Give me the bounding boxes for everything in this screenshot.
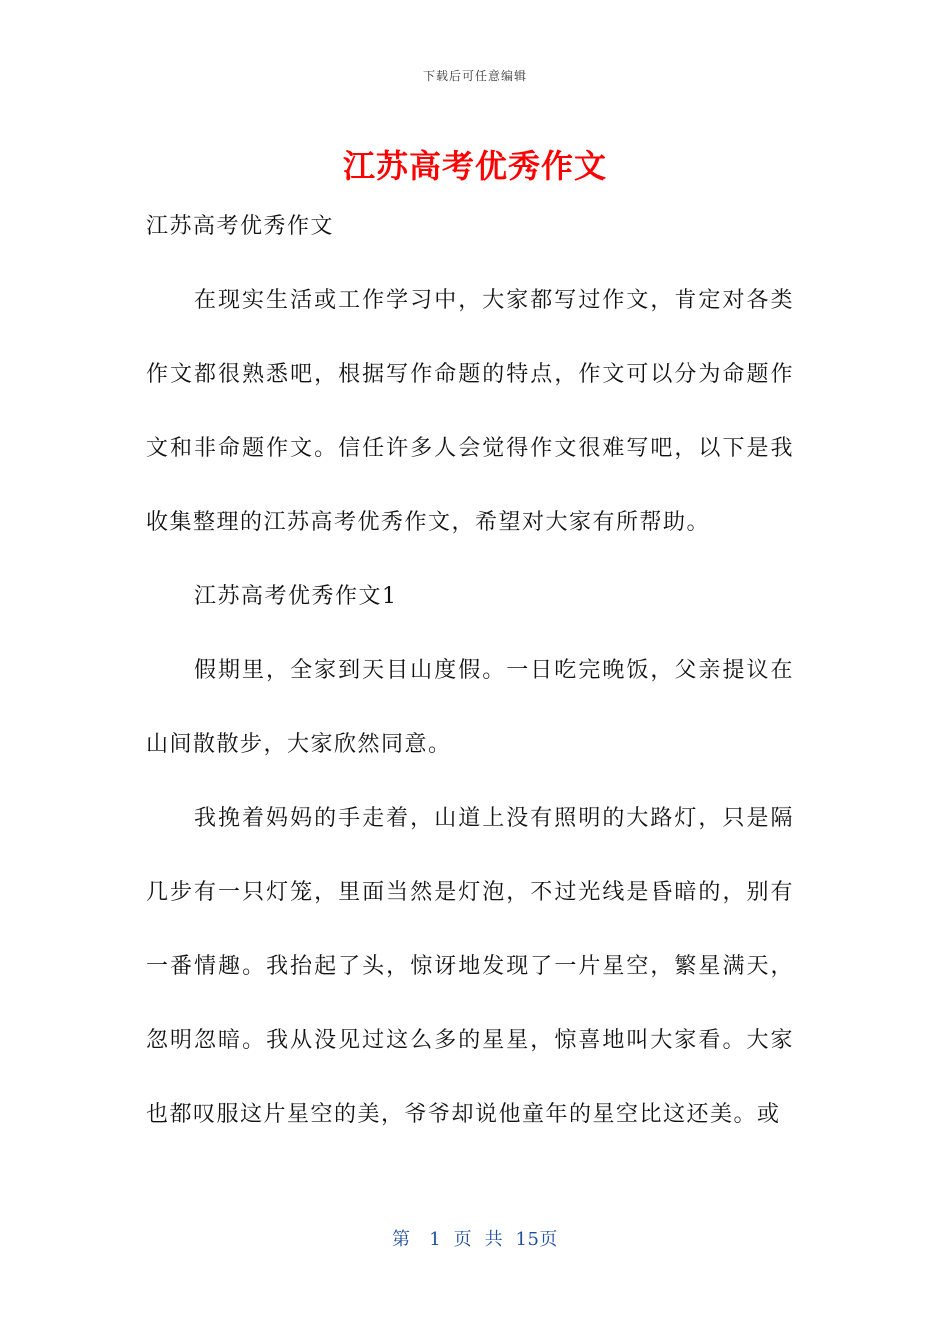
section-heading: 江苏高考优秀作文1 [194,584,398,609]
paragraph-starry-sky: 我挽着妈妈的手走着，山道上没有照明的大路灯，只是隔几步有一只灯笼，里面当然是灯泡，不过光线是昏暗的，别有一番情趣。我抬起了头，惊讶地发现了一片星空，繁星满天，忽明忽暗。我从没见过这么多的星星，惊喜地叫大家看。大家也都叹服这片星空的美，爷爷却说他童年的星空比这还美。或 [146,806,794,1127]
footer-current-page: 1 [429,1229,442,1250]
header-note: 下载后可任意编辑 [422,69,527,83]
footer-total-pages: 15页 [515,1229,558,1250]
subtitle-line: 江苏高考优秀作文 [146,214,335,239]
paragraph-holiday: 假期里，全家到天目山度假。一日吃完晚饭，父亲提议在山间散散步，大家欣然同意。 [146,658,794,757]
page-footer [0,1225,950,1251]
footer-total-prefix: 共 [484,1229,504,1250]
document-title: 江苏高考优秀作文 [342,147,607,185]
document-body [146,190,794,1152]
paragraph-intro: 在现实生活或工作学习中，大家都写过作文，肯定对各类作文都很熟悉吧，根据写作命题的特点，作文可以分为命题作文和非命题作文。信任许多人会觉得作文很难写吧，以下是我收集整理的江苏高考优秀作文，希望对大家有所帮助。 [146,288,794,535]
footer-prefix: 第 [392,1229,411,1250]
footer-page-unit: 页 [453,1229,473,1250]
